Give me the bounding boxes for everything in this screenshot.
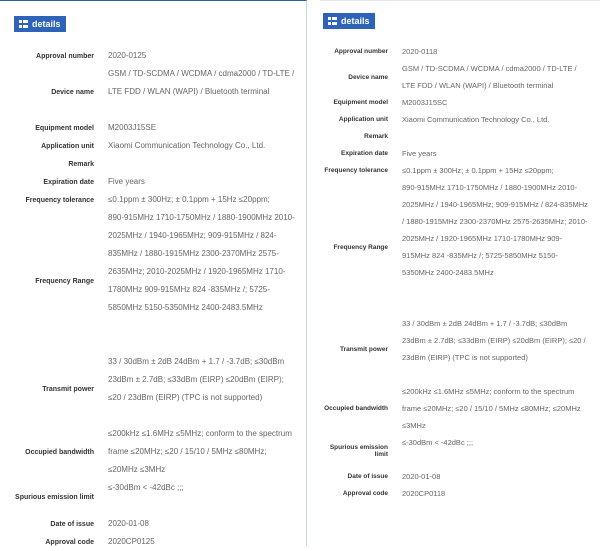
field-label-text: Application unit <box>41 142 94 150</box>
detail-row <box>320 485 600 502</box>
field-label-text: Spurious emission limit <box>329 444 388 458</box>
field-label <box>320 468 402 485</box>
details-badge <box>14 16 66 32</box>
field-label <box>320 315 402 383</box>
field-label-text: Frequency tolerance <box>324 167 388 174</box>
detail-row <box>320 162 600 179</box>
detail-row <box>0 47 307 65</box>
field-label <box>320 485 402 502</box>
field-label <box>0 209 108 353</box>
field-label <box>320 179 402 315</box>
field-label <box>320 128 402 145</box>
field-label-text: Equipment model <box>35 124 94 132</box>
details-table <box>0 47 307 551</box>
field-label-text: Remark <box>68 160 94 168</box>
detail-row <box>0 137 307 155</box>
detail-row <box>0 515 307 533</box>
field-value: 33 / 30dBm ± 2dB 24dBm + 1.7 / -3.7dB; ≤30dBm 23dBm ± 2.7dB; ≤33dBm (EIRP) ≤20dBm (EIRP); ≤20 / 23dBm (EIRP) (TPC is not supported) <box>402 319 586 362</box>
field-value: ≤0.1ppm ± 300Hz; ± 0.1ppm + 15Hz ≤20ppm; <box>108 195 270 204</box>
detail-row <box>320 43 600 60</box>
field-label <box>320 383 402 434</box>
field-label-text: Expiration date <box>43 178 94 186</box>
field-value: 2020-0125 <box>108 51 147 60</box>
field-value: 2020CP0125 <box>108 537 155 546</box>
detail-row <box>320 383 600 434</box>
details-panel-right <box>320 0 600 520</box>
field-label-text: Occupied bandwidth <box>25 448 94 456</box>
field-label-text: Date of issue <box>50 520 94 528</box>
details-badge <box>323 13 375 29</box>
detail-row <box>320 468 600 485</box>
detail-row <box>0 155 307 173</box>
field-label <box>320 145 402 162</box>
field-value <box>108 155 298 173</box>
detail-row <box>320 179 600 315</box>
field-value: 2020CP0118 <box>402 489 446 498</box>
field-value: ≤-30dBm < -42dBc ;;; <box>108 483 184 492</box>
field-label <box>320 111 402 128</box>
details-badge-label: details <box>32 19 61 29</box>
detail-row <box>320 145 600 162</box>
field-label-text: Frequency Range <box>35 277 94 285</box>
list-icon <box>19 20 28 28</box>
detail-row <box>0 119 307 137</box>
field-label <box>0 65 108 119</box>
field-label-text: Approval code <box>45 538 94 546</box>
field-label-text: Spurious emission limit <box>15 493 94 501</box>
field-label <box>320 162 402 179</box>
field-label-text: Frequency tolerance <box>25 196 94 204</box>
field-label <box>320 434 402 468</box>
field-label-text: Date of issue <box>347 473 388 480</box>
field-value: 2020-01-08 <box>108 519 149 528</box>
field-label-text: Approval number <box>334 48 388 55</box>
field-value: 33 / 30dBm ± 2dB 24dBm + 1.7 / -3.7dB; ≤30dBm 23dBm ± 2.7dB; ≤33dBm (EIRP) ≤20dBm (EIRP); ≤20 / 23dBm (EIRP) (TPC is not supported) <box>108 357 285 402</box>
field-value: 2020-0118 <box>402 47 438 56</box>
field-value: ≤-30dBm < -42dBc ;;; <box>402 438 474 447</box>
detail-row <box>0 533 307 551</box>
field-label-text: Device name <box>51 88 94 96</box>
detail-row <box>0 209 307 353</box>
field-value: 2020-01-08 <box>402 472 441 481</box>
field-value: Xiaomi Communication Technology Co., Ltd. <box>402 115 550 124</box>
field-value: GSM / TD-SCDMA / WCDMA / cdma2000 / TD-LTE / LTE FDD / WLAN (WAPI) / Bluetooth terminal <box>402 64 577 90</box>
field-value: GSM / TD-SCDMA / WCDMA / cdma2000 / TD-LTE / LTE FDD / WLAN (WAPI) / Bluetooth terminal <box>108 69 295 96</box>
field-label-text: Equipment model <box>333 99 388 106</box>
detail-row <box>320 94 600 111</box>
field-label-text: Frequency Range <box>333 243 388 251</box>
field-label <box>0 191 108 209</box>
field-label-text: Remark <box>364 133 388 140</box>
field-label <box>0 155 108 173</box>
field-label-text: Approval number <box>36 52 94 60</box>
field-label-text: Occupied bandwidth <box>324 405 388 412</box>
field-value: ≤0.1ppm ± 300Hz; ± 0.1ppm + 15Hz ≤20ppm; <box>402 166 554 175</box>
detail-row <box>0 65 307 119</box>
field-label <box>0 533 108 551</box>
field-label <box>0 479 108 515</box>
field-value: ≤200kHz ≤1.6MHz ≤5MHz; conform to the spectrum frame ≤20MHz; ≤20 / 15/10 / 5MHz ≤80MHz; ≤20MHz ≤3MHz <box>108 429 292 474</box>
field-label <box>0 425 108 479</box>
details-table <box>320 43 600 502</box>
detail-row <box>320 60 600 94</box>
field-label <box>320 60 402 94</box>
detail-row <box>0 353 307 425</box>
detail-row <box>0 425 307 479</box>
field-label-text: Transmit power <box>42 385 94 393</box>
details-badge-label: details <box>341 16 370 26</box>
detail-row <box>0 479 307 515</box>
detail-row <box>0 173 307 191</box>
list-icon <box>328 17 337 25</box>
field-label <box>0 119 108 137</box>
field-label <box>320 94 402 111</box>
field-label-text: Application unit <box>338 116 388 123</box>
field-label <box>0 47 108 65</box>
field-label <box>0 137 108 155</box>
field-label-text: Expiration date <box>341 150 388 157</box>
field-value: M2003J15SC <box>402 98 448 107</box>
field-value: Five years <box>108 177 145 186</box>
field-value: ≤200kHz ≤1.6MHz ≤5MHz; conform to the spectrum frame ≤20MHz; ≤20 / 15/10 / 5MHz ≤80MHz; ≤20MHz ≤3MHz <box>402 387 581 430</box>
field-value: 890-915MHz 1710-1750MHz / 1880-1900MHz 2010-2025MHz / 1940-1965MHz; 909-915MHz / 824-835MHz / 1880-1915MHz 2300-2370MHz 2575-2635MHz; 2010-2025MHz / 1920-1965MHz 1710-1780MHz 909-915MHz 824 -835MHz /; 5725-5850MHz 5150-5350MHz 2400-2483.5MHz <box>108 213 295 312</box>
field-value: Xiaomi Communication Technology Co., Ltd. <box>108 141 266 150</box>
detail-row <box>320 315 600 383</box>
detail-row <box>0 191 307 209</box>
field-label <box>0 515 108 533</box>
field-label <box>0 353 108 425</box>
detail-row <box>320 128 600 145</box>
field-label-text: Device name <box>348 73 388 81</box>
detail-row <box>320 434 600 468</box>
field-value: 890-915MHz 1710-1750MHz / 1880-1900MHz 2010-2025MHz / 1940-1965MHz; 909-915MHz / 824-835MHz / 1880-1915MHz 2300-2370MHz 2575-2635MHz; 2010-2025MHz / 1920-1965MHz 1710-1780MHz 909-915MHz 824 -835MHz /; 5725-5850MHz 5150-5350MHz 2400-2483.5MHz <box>402 183 588 277</box>
field-label <box>320 43 402 60</box>
field-value: Five years <box>402 149 437 158</box>
field-label <box>0 173 108 191</box>
detail-row <box>320 111 600 128</box>
field-label-text: Transmit power <box>339 345 388 353</box>
field-value: M2003J15SE <box>108 123 157 132</box>
field-value <box>402 128 588 145</box>
field-label-text: Approval code <box>342 490 388 497</box>
